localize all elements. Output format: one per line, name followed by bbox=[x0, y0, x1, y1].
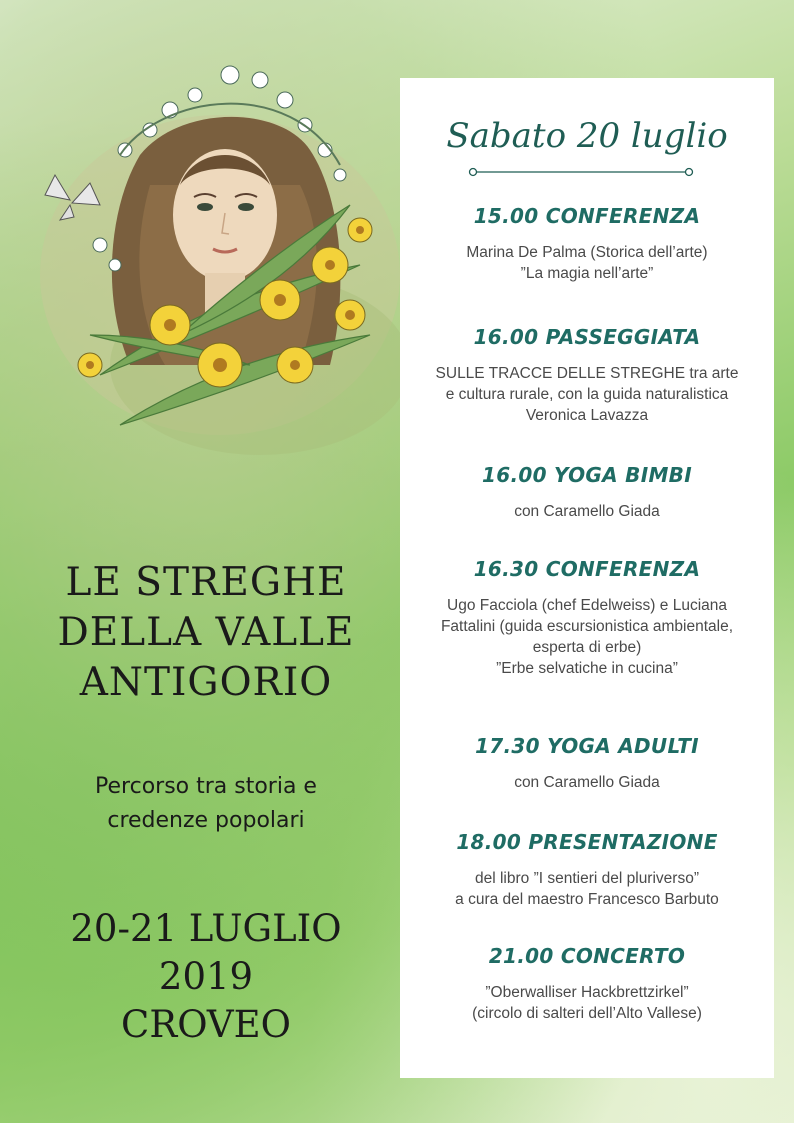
event-item bbox=[400, 463, 774, 522]
event-item bbox=[400, 325, 774, 426]
event-time: 16.00 PASSEGGIATA bbox=[473, 325, 701, 349]
event-item bbox=[400, 830, 774, 910]
woman-with-flowers-illustration bbox=[30, 35, 405, 455]
event-time: 21.00 CONCERTO bbox=[488, 944, 686, 968]
event-description: con Caramello Giada bbox=[514, 503, 660, 520]
event-time: 16.30 CONFERENZA bbox=[473, 557, 701, 581]
poster-title: LE STREGHE DELLA VALLE ANTIGORIO bbox=[57, 560, 355, 705]
program-panel bbox=[400, 78, 774, 1078]
poster-date-place: 20-21 LUGLIO 2019 CROVEO bbox=[70, 907, 342, 1046]
event-description: ”Oberwalliser Hackbrettzirkel” (circolo di salteri dell’Alto Vallese) bbox=[472, 984, 702, 1022]
event-description: Ugo Facciola (chef Edelweiss) e Luciana Fattalini (guida escursionistica ambientale, esperta di erbe) ”Erbe selvatiche in cucina” bbox=[440, 597, 734, 677]
event-time: 15.00 CONFERENZA bbox=[473, 204, 701, 228]
ornament-divider bbox=[468, 166, 694, 178]
event-item bbox=[400, 734, 774, 793]
event-time: 17.30 YOGA ADULTI bbox=[475, 734, 699, 758]
event-time: 16.00 YOGA BIMBI bbox=[482, 463, 692, 487]
event-item bbox=[400, 944, 774, 1024]
day-title: Sabato 20 luglio bbox=[446, 116, 728, 156]
event-description: con Caramello Giada bbox=[514, 774, 660, 791]
event-time: 18.00 PRESENTAZIONE bbox=[456, 830, 718, 854]
event-description: Marina De Palma (Storica dell’arte) ”La magia nell’arte” bbox=[466, 244, 708, 282]
event-description: del libro ”I sentieri del pluriverso” a cura del maestro Francesco Barbuto bbox=[455, 870, 719, 908]
poster-subtitle: Percorso tra storia e credenze popolari bbox=[95, 774, 317, 833]
event-item bbox=[400, 557, 774, 679]
event-item bbox=[400, 204, 774, 284]
event-description: SULLE TRACCE DELLE STREGHE tra arte e cultura rurale, con la guida naturalistica Veronica Lavazza bbox=[435, 365, 739, 424]
